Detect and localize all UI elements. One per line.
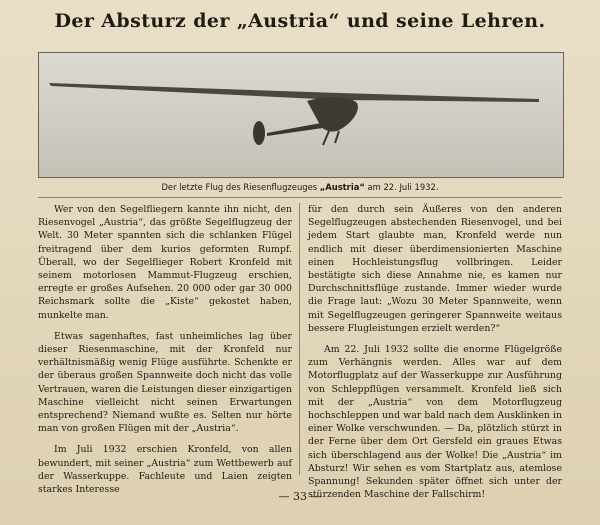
- column-divider: [299, 203, 300, 475]
- article-title: Der Absturz der „Austria“ und seine Lehren.: [54, 10, 546, 32]
- right-column: [308, 203, 562, 509]
- glider-photo: [38, 52, 564, 178]
- paragraph: für den durch sein Äußeres von den anderen Segelflugzeugen abstechenden Riesenvogel, und bei jedem Start glaubte man, Kronfeld werde nun endlich mit dieser überdimensionierten Maschine einen Hochleistungsflug vollbringen. Leider bestätigte sich diese Annahme nie, es kamen nur Durchschnittsflüge zustande. Immer wieder wurde die Frage laut: „Wozu 30 Meter Spannweite, wenn mit Segelflugzeugen geringerer Spannweite weitaus bessere Flugleistungen erzielt werden?“: [308, 204, 562, 334]
- caption-prefix: Der letzte Flug des Riesenflugzeuges: [161, 182, 320, 192]
- paragraph: Im Juli 1932 erschien Kronfeld, von allen bewundert, mit seiner „Austria“ zum Wettbewerb auf der Wasserkuppe. Fachleute und Laien zeigten starkes Interesse: [38, 444, 292, 496]
- paragraph: Wer von den Segelfliegern kannte ihn nicht, den Riesenvogel „Austria“, das größte Segelflugzeug der Welt. 30 Meter spannten sich die schlanken Flügel freitragend über dem kurios geformten Rumpf. Überall, wo der Segelflieger Robert Kronfeld mit seinem motorlosen Mammut-Flugzeug erschien, erregte er großes Aufsehen. 20 000 oder gar 30 000 Reichsmark sollte die „Kiste“ gekostet haben, munkelte man.: [38, 204, 292, 321]
- caption-name: „Austria“: [319, 182, 365, 192]
- horizontal-rule: [38, 197, 562, 198]
- page-number: — 33 —: [278, 490, 322, 503]
- photo-caption: [0, 182, 600, 192]
- paragraph: Etwas sagenhaftes, fast unheimliches lag über dieser Riesenmaschine, mit der Kronfeld nur verhältnismäßig wenig Flüge ausführte. Schenkte er der überaus großen Spannweite doch nicht das volle Vertrauen, waren die Leistungen dieser einzigartigen Maschine vielleicht nicht seinen Erwartungen entsprechend? Niemand wußte es. Selten nur hörte man von großen Flügen mit der „Austria“.: [38, 330, 293, 435]
- caption-suffix: am 22. Juli 1932.: [364, 182, 439, 192]
- tail-fin-shape: [253, 121, 265, 145]
- left-column: [38, 203, 292, 504]
- paragraph: Am 22. Juli 1932 sollte die enorme Flügelgröße zum Verhängnis werden. Alles war auf dem Motorflugplatz auf der Wasserkuppe zur Ausführung von Schleppflügen versammelt. Kronfeld ließ sich mit der „Austria“ von dem Motorflugzeug hochschleppen und war bald nach dem Ausklinken in einer Wolke verschwunden. — Da, plötzlich stürzt in der Ferne über dem Ort Gersfeld ein graues Etwas sich überschlagend aus der Wolke! Die „Austria“ im Absturz! Wir sehen es vom Startplatz aus, atemlose Spannung! Sekunden später öffnet sich unter der stürzenden Maschine der Fallschirm!: [308, 344, 562, 501]
- glider-illustration: [39, 53, 563, 177]
